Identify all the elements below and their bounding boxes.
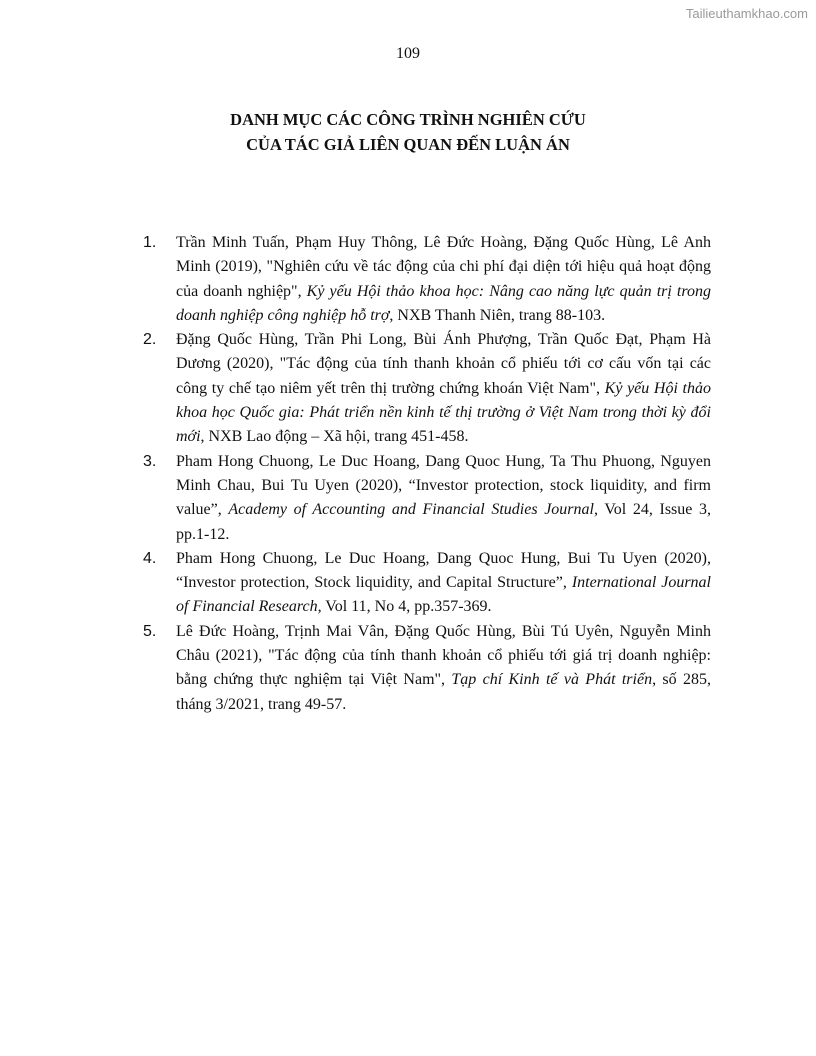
citation-source: Academy of Accounting and Financial Studies Journal bbox=[228, 501, 594, 519]
title-line-2: CỦA TÁC GIẢ LIÊN QUAN ĐẾN LUẬN ÁN bbox=[246, 135, 570, 154]
citation-details: , NXB Lao động – Xã hội, trang 451-458. bbox=[200, 428, 469, 446]
title-line-1: DANH MỤC CÁC CÔNG TRÌNH NGHIÊN CỨU bbox=[230, 110, 586, 129]
citation-details: , số 285, tháng 3/2021, trang 49-57. bbox=[176, 671, 711, 713]
list-item bbox=[143, 547, 711, 620]
item-number: 2. bbox=[143, 331, 157, 349]
list-item bbox=[143, 328, 711, 449]
citation-text: Pham Hong Chuong, Le Duc Hoang, Dang Quoc Hung, Ta Thu Phuong, Nguyen Minh Chau, Bui Tu Uyen (2020), “Investor protection, stock liquidity, and firm value”, bbox=[176, 452, 711, 519]
citation-details: Vol 11, No 4, pp.357-369. bbox=[321, 598, 492, 616]
list-item bbox=[143, 620, 711, 717]
citation-text: Pham Hong Chuong, Le Duc Hoang, Dang Quoc Hung, Bui Tu Uyen (2020), “Investor protection, Stock liquidity, and Capital Structure”, bbox=[176, 549, 711, 592]
item-number: 1. bbox=[143, 234, 157, 251]
item-number: 5. bbox=[143, 622, 157, 640]
citation-source: Tạp chí Kinh tế và Phát triển bbox=[451, 671, 653, 689]
citation-details: , Vol 24, Issue 3, pp.1-12. bbox=[176, 501, 712, 543]
citation-details: , NXB Thanh Niên, trang 88-103. bbox=[389, 306, 606, 324]
page-number: 109 bbox=[396, 45, 420, 62]
citation-source: Kỷ yếu Hội thảo khoa học: Nâng cao năng lực quản trị trong doanh nghiệp công nghiệp hỗ trợ bbox=[176, 282, 711, 324]
list-item bbox=[143, 231, 711, 328]
publication-list bbox=[143, 231, 711, 717]
citation-text: Lê Đức Hoàng, Trịnh Mai Vân, Đặng Quốc Hùng, Bùi Tú Uyên, Nguyễn Minh Châu (2021), "Tác động của tính thanh khoản cổ phiếu tới giá trị doanh nghiệp: bằng chứng thực nghiệm tại Việt Nam", bbox=[176, 622, 711, 689]
citation-text: Trần Minh Tuấn, Phạm Huy Thông, Lê Đức Hoàng, Đặng Quốc Hùng, Lê Anh Minh (2019), "Nghiên cứu về tác động của chi phí đại diện tới hiệu quả hoạt động của doanh nghiệp", bbox=[176, 234, 711, 300]
item-text bbox=[176, 328, 711, 449]
citation-source: International Journal of Financial Research, bbox=[176, 574, 711, 616]
item-text bbox=[176, 620, 711, 717]
item-text bbox=[176, 547, 711, 620]
citation-text: Đặng Quốc Hùng, Trần Phi Long, Bùi Ánh Phượng, Trần Quốc Đạt, Phạm Hà Dương (2020), "Tác động của tính thanh khoản cổ phiếu tới cơ cấu vốn tại các công ty chế tạo niêm yết trên thị trường chứng khoán Việt Nam", bbox=[176, 331, 711, 397]
item-number: 4. bbox=[143, 549, 157, 567]
item-text bbox=[176, 450, 711, 547]
page-title bbox=[0, 107, 816, 157]
item-text bbox=[176, 231, 711, 328]
watermark: Tailieuthamkhao.com bbox=[685, 6, 808, 21]
citation-source: Kỷ yếu Hội thảo khoa học Quốc gia: Phát triển nền kinh tế thị trường ở Việt Nam trong thời kỳ đổi mới bbox=[176, 379, 712, 446]
list-item bbox=[143, 450, 711, 547]
item-number: 3. bbox=[143, 452, 157, 470]
